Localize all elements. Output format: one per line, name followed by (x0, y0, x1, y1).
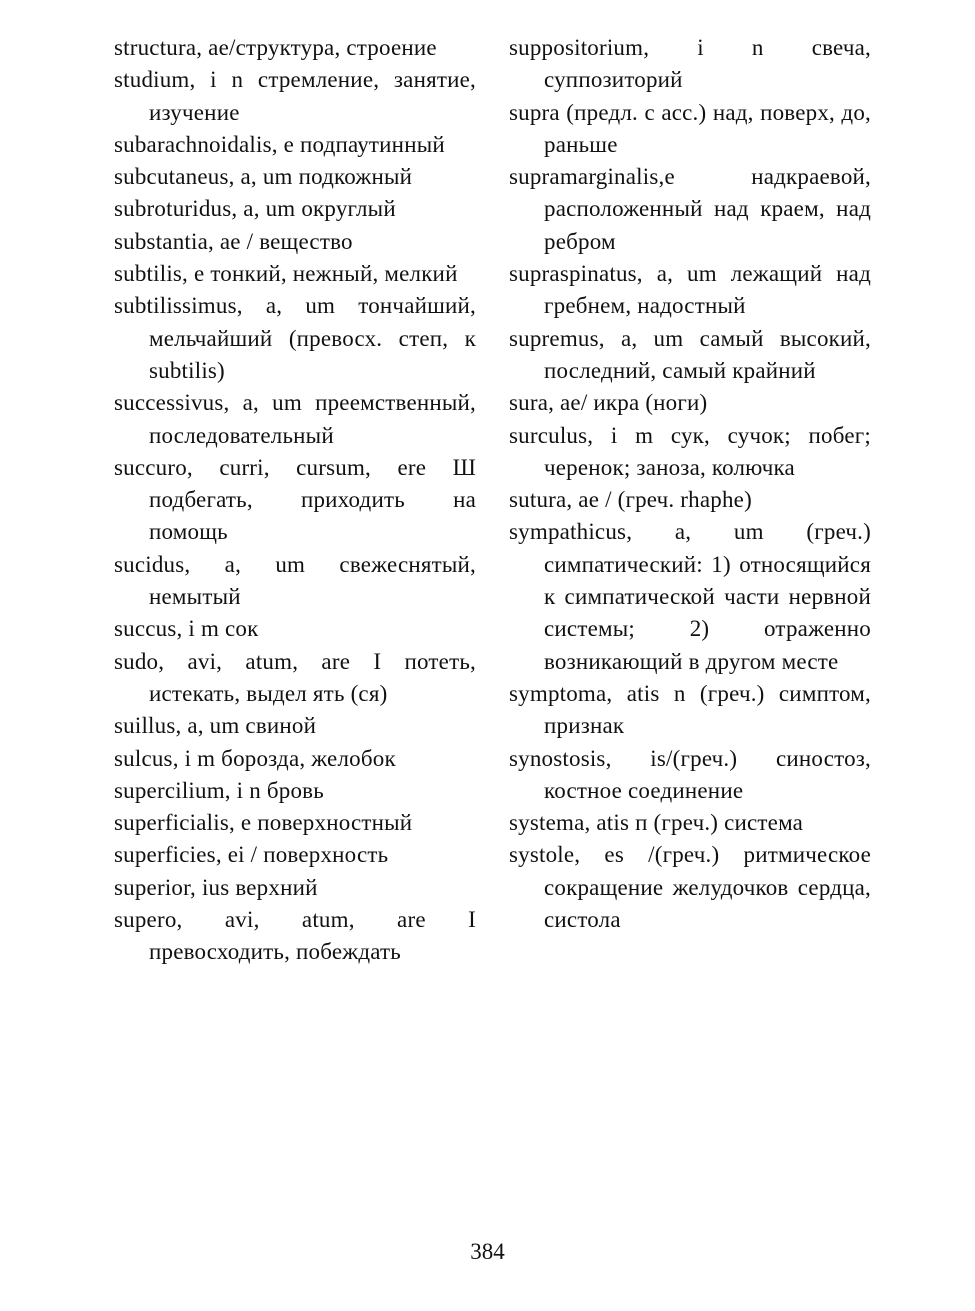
dictionary-entry: supercilium, i n бровь (114, 777, 324, 803)
dictionary-entry: surculus, i m сук, сучок; побег; черенок; заноза, колючка (509, 422, 871, 480)
dictionary-entry: suppositorium, i n свеча, суппозиторий (509, 35, 871, 93)
dictionary-entry: symptoma, atis n (греч.) симптом, признак (509, 680, 871, 739)
page-number: 384 (470, 1239, 505, 1264)
dictionary-entry: systole, es /(греч.) ритмическое сокращение желудочков сердца, систола (509, 842, 871, 933)
dictionary-entry: successivus, a, um преемственный, последовательный (114, 390, 476, 448)
dictionary-entry: suillus, a, um свиной (114, 713, 317, 739)
dictionary-entry: superior, ius верхний (114, 874, 318, 900)
dictionary-entry: superficialis, e поверхностный (114, 810, 413, 836)
left-column (114, 32, 476, 969)
dictionary-entry: supremus, a, um самый высокий, последний, самый крайний (509, 325, 871, 383)
dictionary-entry: sucidus, a, um свежеснятый, немытый (114, 551, 476, 610)
dictionary-entry: sympathicus, a, um (греч.) симпатический: 1) относящийся к симпатической части нервной системы; 2) отраженно возникающий в другом месте (509, 519, 871, 674)
dictionary-entry: succuro, curri, cursum, ere Ш подбегать, приходить на помощь (114, 454, 476, 545)
dictionary-entry: subroturidus, a, um округлый (114, 196, 396, 222)
dictionary-entry: subtilis, e тонкий, нежный, мелкий (114, 261, 458, 287)
dictionary-entry: subcutaneus, a, um подкожный (114, 164, 413, 190)
dictionary-entry: synostosis, is/(греч.) синостоз, костное соединение (509, 745, 871, 803)
dictionary-entry: sulcus, i m борозда, желобок (114, 745, 396, 771)
dictionary-entry: structura, ae/структура, строение (114, 35, 437, 60)
right-column (509, 32, 871, 936)
dictionary-entry: substantia, ae / вещество (114, 228, 353, 254)
dictionary-entry: sura, ae/ икра (ноги) (509, 390, 708, 416)
dictionary-entry: supramarginalis,e надкраевой, расположенный над краем, над ребром (509, 164, 871, 254)
dictionary-entry: sudo, avi, atum, are I потеть, истекать, выдел ять (ся) (114, 648, 476, 706)
dictionary-entry: supra (предл. с асс.) над, поверх, до, раньше (509, 99, 871, 157)
dictionary-entry: sutura, ae / (греч. rhaphe) (509, 487, 752, 513)
dictionary-entry: studium, i n стремление, занятие, изучение (114, 67, 476, 125)
dictionary-entry: subarachnoidalis, e подпаутинный (114, 131, 445, 157)
dictionary-entry: subtilissimus, a, um тончайший, мельчайший (превосх. степ, к subtilis) (114, 293, 476, 383)
dictionary-entry: superficies, ei / поверхность (114, 842, 389, 868)
dictionary-entry: succus, i m сок (114, 616, 259, 642)
dictionary-entry: systema, atis п (греч.) система (509, 810, 804, 836)
dictionary-entry: supero, avi, atum, are I превосходить, побеждать (114, 907, 476, 965)
dictionary-entry: supraspinatus, a, um лежащий над гребнем, надостный (509, 261, 871, 319)
